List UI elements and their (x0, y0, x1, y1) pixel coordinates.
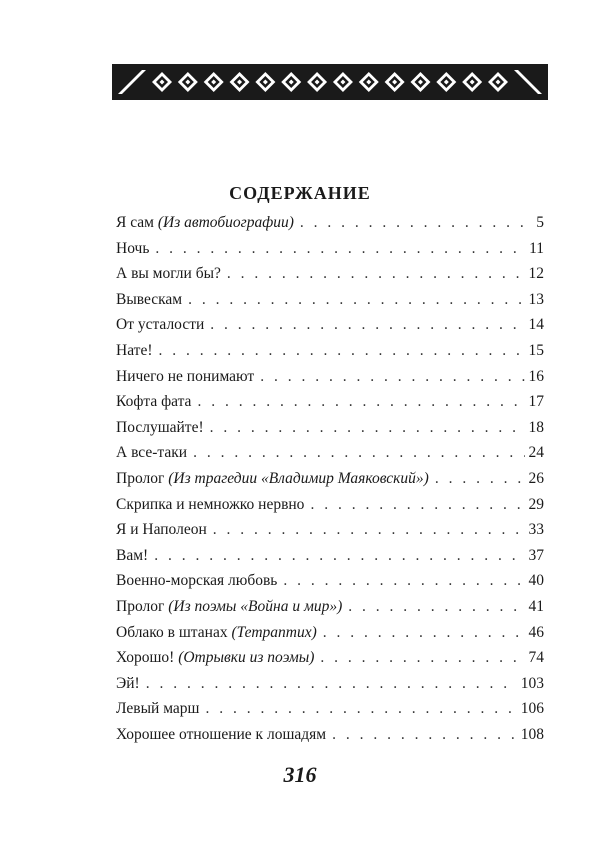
page-number: 316 (283, 762, 317, 787)
dot-leader (320, 649, 524, 667)
toc-entry-page: 74 (528, 649, 544, 667)
toc-entry-page: 29 (528, 495, 544, 513)
toc-entry-title (116, 624, 317, 642)
toc-entry (116, 624, 544, 650)
toc-entry-subtitle: (Отрывки из поэмы) (178, 649, 315, 667)
dot-leader (210, 316, 524, 334)
toc-entry-page: 11 (529, 239, 544, 257)
toc-entry-main-title: От усталости (116, 316, 205, 334)
toc-entry-title (116, 700, 199, 718)
toc-entry-title (116, 316, 204, 334)
toc-entry-main-title: Нате! (116, 341, 153, 359)
toc-entry (116, 419, 544, 445)
toc-entry-main-title: Скрипка и немножко нервно (116, 495, 305, 513)
toc-entry-main-title: Хорошее отношение к лошадям (116, 725, 327, 743)
dot-leader (348, 598, 524, 616)
toc-entry-title (116, 598, 342, 616)
toc-entry-main-title: Я сам (116, 214, 158, 231)
dot-leader (146, 675, 517, 693)
toc-entry (116, 368, 544, 394)
toc-entry-page: 33 (528, 521, 544, 539)
toc-entry (116, 496, 544, 522)
toc-entry-title (116, 393, 191, 411)
toc-entry-page: 106 (520, 700, 544, 718)
toc-entry-page: 46 (528, 623, 544, 641)
toc-entry-page: 13 (528, 290, 544, 308)
toc-entry-page: 15 (528, 341, 544, 359)
toc-entry-subtitle: (Из поэмы «Война и мир») (168, 597, 343, 615)
toc-entry-main-title: Левый марш (116, 700, 200, 718)
toc-entry (116, 572, 544, 598)
toc-entry-title (116, 572, 277, 590)
toc-entry (116, 470, 544, 496)
toc-entry-page: 26 (528, 469, 544, 487)
toc-entry (116, 726, 544, 752)
toc-entry-title (116, 726, 326, 744)
toc-entry (116, 214, 544, 240)
toc-entry-title (116, 649, 314, 667)
dot-leader (193, 444, 524, 462)
toc-entry-page: 41 (528, 597, 544, 615)
dot-leader (213, 521, 525, 539)
toc-entry (116, 265, 544, 291)
dot-leader (197, 393, 524, 411)
toc-entry-main-title: Облако в штанах (116, 623, 232, 641)
toc-entry (116, 598, 544, 624)
dot-leader (435, 470, 525, 488)
toc-entry-page: 18 (528, 418, 544, 436)
dot-leader (154, 547, 524, 565)
dot-leader (227, 265, 525, 283)
toc-entry-page: 37 (528, 546, 544, 564)
toc-entry-title (116, 291, 182, 309)
toc-entry-main-title: А все-таки (116, 444, 188, 462)
toc-entry-title (116, 214, 294, 232)
toc-entry-main-title: Послушайте! (116, 418, 204, 436)
toc-entry-main-title: А вы могли бы? (116, 265, 221, 283)
toc-entry-main-title: Пролог (116, 469, 169, 487)
contents-heading: СОДЕРЖАНИЕ (229, 183, 371, 203)
toc-entry (116, 393, 544, 419)
dot-leader (210, 419, 525, 437)
table-of-contents (116, 214, 544, 751)
dot-leader (155, 240, 525, 258)
toc-entry (116, 444, 544, 470)
toc-entry-title (116, 444, 187, 462)
toc-entry-main-title: Кофта фата (116, 393, 192, 411)
toc-entry-title (116, 265, 221, 283)
toc-entry-title (116, 675, 140, 693)
toc-entry-main-title: Вывескам (116, 290, 183, 308)
toc-entry-subtitle: (Тетраптих) (231, 623, 317, 641)
toc-entry-page: 24 (528, 444, 544, 462)
toc-entry-page: 103 (520, 674, 544, 692)
toc-entry-main-title: Я и Наполеон (116, 521, 207, 539)
toc-entry-main-title: Эй! (116, 674, 140, 692)
dot-leader (260, 368, 524, 386)
dot-leader (188, 291, 524, 309)
toc-entry (116, 342, 544, 368)
toc-entry-page: 14 (528, 316, 544, 334)
dot-leader (332, 726, 517, 744)
dot-leader (323, 624, 525, 642)
dot-leader (283, 572, 524, 590)
toc-entry (116, 521, 544, 547)
toc-entry (116, 316, 544, 342)
toc-entry-title (116, 368, 254, 386)
toc-entry-page: 108 (520, 725, 544, 743)
toc-entry-main-title: Хорошо! (116, 649, 179, 667)
toc-entry-title (116, 342, 153, 360)
toc-entry (116, 291, 544, 317)
toc-entry-title (116, 521, 207, 539)
toc-entry-subtitle: (Из трагедии «Владимир Маяковский») (168, 469, 429, 487)
toc-entry (116, 700, 544, 726)
toc-entry-page: 40 (528, 572, 544, 590)
toc-entry-main-title: Пролог (116, 597, 169, 615)
dot-leader (205, 700, 516, 718)
toc-entry (116, 547, 544, 573)
decorative-header-ornament (112, 64, 548, 100)
toc-entry-page: 5 (536, 214, 544, 231)
dot-leader (159, 342, 525, 360)
toc-entry-page: 17 (528, 393, 544, 411)
toc-entry-main-title: Военно-морская любовь (116, 572, 278, 590)
toc-entry-title (116, 547, 148, 565)
toc-entry-title (116, 419, 204, 437)
toc-entry-main-title: Ничего не понимают (116, 367, 255, 385)
toc-entry (116, 649, 544, 675)
toc-entry-title (116, 470, 429, 488)
toc-entry-title (116, 496, 304, 514)
toc-entry-page: 12 (528, 265, 544, 283)
dot-leader (300, 214, 532, 232)
toc-entry (116, 240, 544, 266)
dot-leader (310, 496, 524, 514)
toc-entry (116, 675, 544, 701)
toc-entry-title (116, 240, 149, 258)
toc-entry-page: 16 (528, 367, 544, 385)
toc-entry-main-title: Вам! (116, 546, 149, 564)
toc-entry-main-title: Ночь (116, 239, 150, 257)
toc-entry-subtitle: (Из автобиографии) (157, 214, 294, 231)
